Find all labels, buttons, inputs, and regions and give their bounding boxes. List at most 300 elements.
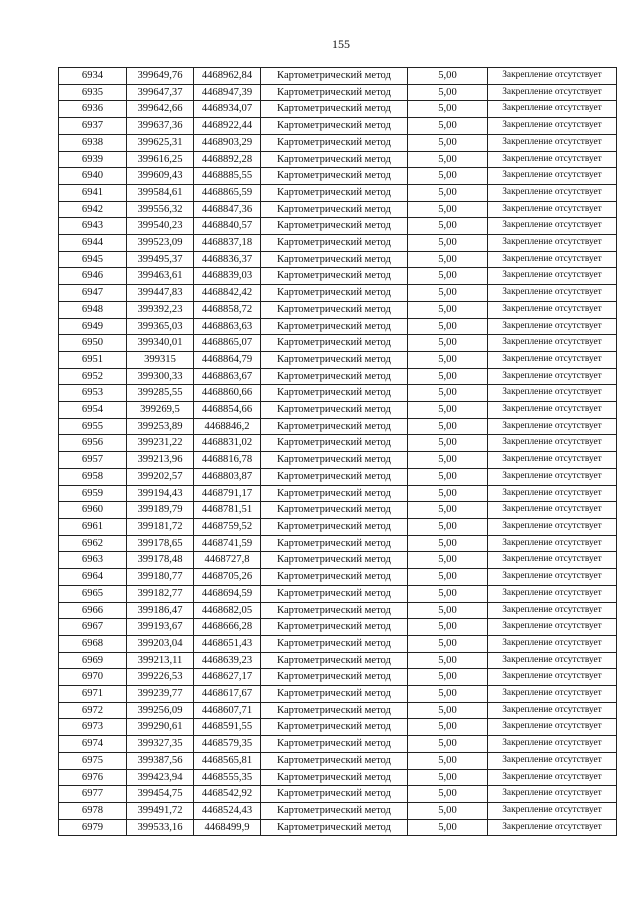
table-row	[59, 201, 617, 218]
x-coordinate-cell: 399447,83	[127, 285, 194, 302]
table-row	[59, 268, 617, 285]
y-coordinate-cell: 4468524,43	[194, 802, 261, 819]
accuracy-cell: 5,00	[408, 201, 488, 218]
x-coordinate-cell: 399423,94	[127, 769, 194, 786]
method-cell: Картометрический метод	[261, 101, 408, 118]
method-cell: Картометрический метод	[261, 251, 408, 268]
x-coordinate-cell: 399491,72	[127, 802, 194, 819]
accuracy-cell: 5,00	[408, 68, 488, 85]
method-cell: Картометрический метод	[261, 335, 408, 352]
method-cell: Картометрический метод	[261, 385, 408, 402]
table-row	[59, 84, 617, 101]
method-cell: Картометрический метод	[261, 669, 408, 686]
y-coordinate-cell: 4468694,59	[194, 585, 261, 602]
method-cell: Картометрический метод	[261, 802, 408, 819]
table-row	[59, 101, 617, 118]
method-cell: Картометрический метод	[261, 552, 408, 569]
point-number-cell: 6947	[59, 285, 127, 302]
accuracy-cell: 5,00	[408, 84, 488, 101]
fixing-note-cell: Закрепление отсутствует	[488, 201, 617, 218]
table-row	[59, 385, 617, 402]
x-coordinate-cell: 399203,04	[127, 635, 194, 652]
point-number-cell: 6971	[59, 686, 127, 703]
y-coordinate-cell: 4468837,18	[194, 235, 261, 252]
accuracy-cell: 5,00	[408, 702, 488, 719]
x-coordinate-cell: 399181,72	[127, 518, 194, 535]
method-cell: Картометрический метод	[261, 134, 408, 151]
fixing-note-cell: Закрепление отсутствует	[488, 285, 617, 302]
fixing-note-cell: Закрепление отсутствует	[488, 602, 617, 619]
table-row	[59, 251, 617, 268]
table-row	[59, 134, 617, 151]
y-coordinate-cell: 4468831,02	[194, 435, 261, 452]
y-coordinate-cell: 4468651,43	[194, 635, 261, 652]
method-cell: Картометрический метод	[261, 285, 408, 302]
table-row	[59, 485, 617, 502]
fixing-note-cell: Закрепление отсутствует	[488, 485, 617, 502]
accuracy-cell: 5,00	[408, 635, 488, 652]
y-coordinate-cell: 4468860,66	[194, 385, 261, 402]
table-row	[59, 702, 617, 719]
accuracy-cell: 5,00	[408, 485, 488, 502]
method-cell: Картометрический метод	[261, 368, 408, 385]
point-number-cell: 6976	[59, 769, 127, 786]
method-cell: Картометрический метод	[261, 518, 408, 535]
table-row	[59, 619, 617, 636]
x-coordinate-cell: 399365,03	[127, 318, 194, 335]
x-coordinate-cell: 399616,25	[127, 151, 194, 168]
accuracy-cell: 5,00	[408, 769, 488, 786]
fixing-note-cell: Закрепление отсутствует	[488, 719, 617, 736]
method-cell: Картометрический метод	[261, 569, 408, 586]
fixing-note-cell: Закрепление отсутствует	[488, 786, 617, 803]
y-coordinate-cell: 4468892,28	[194, 151, 261, 168]
point-number-cell: 6942	[59, 201, 127, 218]
fixing-note-cell: Закрепление отсутствует	[488, 335, 617, 352]
fixing-note-cell: Закрепление отсутствует	[488, 235, 617, 252]
x-coordinate-cell: 399226,53	[127, 669, 194, 686]
accuracy-cell: 5,00	[408, 134, 488, 151]
fixing-note-cell: Закрепление отсутствует	[488, 552, 617, 569]
x-coordinate-cell: 399180,77	[127, 569, 194, 586]
method-cell: Картометрический метод	[261, 168, 408, 185]
table-row	[59, 118, 617, 135]
point-number-cell: 6953	[59, 385, 127, 402]
table-row	[59, 736, 617, 753]
accuracy-cell: 5,00	[408, 786, 488, 803]
accuracy-cell: 5,00	[408, 318, 488, 335]
point-number-cell: 6966	[59, 602, 127, 619]
x-coordinate-cell: 399609,43	[127, 168, 194, 185]
table-row	[59, 819, 617, 836]
table-row	[59, 719, 617, 736]
point-number-cell: 6954	[59, 402, 127, 419]
accuracy-cell: 5,00	[408, 602, 488, 619]
x-coordinate-cell: 399194,43	[127, 485, 194, 502]
point-number-cell: 6955	[59, 418, 127, 435]
point-number-cell: 6935	[59, 84, 127, 101]
point-number-cell: 6979	[59, 819, 127, 836]
y-coordinate-cell: 4468666,28	[194, 619, 261, 636]
method-cell: Картометрический метод	[261, 786, 408, 803]
accuracy-cell: 5,00	[408, 736, 488, 753]
table-row	[59, 552, 617, 569]
fixing-note-cell: Закрепление отсутствует	[488, 619, 617, 636]
y-coordinate-cell: 4468947,39	[194, 84, 261, 101]
accuracy-cell: 5,00	[408, 552, 488, 569]
table-row	[59, 602, 617, 619]
fixing-note-cell: Закрепление отсутствует	[488, 736, 617, 753]
accuracy-cell: 5,00	[408, 752, 488, 769]
y-coordinate-cell: 4468858,72	[194, 301, 261, 318]
table-row	[59, 318, 617, 335]
accuracy-cell: 5,00	[408, 502, 488, 519]
table-row	[59, 802, 617, 819]
accuracy-cell: 5,00	[408, 518, 488, 535]
x-coordinate-cell: 399637,36	[127, 118, 194, 135]
y-coordinate-cell: 4468759,52	[194, 518, 261, 535]
x-coordinate-cell: 399189,79	[127, 502, 194, 519]
x-coordinate-cell: 399178,48	[127, 552, 194, 569]
y-coordinate-cell: 4468791,17	[194, 485, 261, 502]
accuracy-cell: 5,00	[408, 686, 488, 703]
x-coordinate-cell: 399327,35	[127, 736, 194, 753]
x-coordinate-cell: 399186,47	[127, 602, 194, 619]
method-cell: Картометрический метод	[261, 118, 408, 135]
point-number-cell: 6959	[59, 485, 127, 502]
fixing-note-cell: Закрепление отсутствует	[488, 819, 617, 836]
fixing-note-cell: Закрепление отсутствует	[488, 502, 617, 519]
y-coordinate-cell: 4468846,2	[194, 418, 261, 435]
accuracy-cell: 5,00	[408, 168, 488, 185]
method-cell: Картометрический метод	[261, 535, 408, 552]
fixing-note-cell: Закрепление отсутствует	[488, 268, 617, 285]
point-number-cell: 6964	[59, 569, 127, 586]
fixing-note-cell: Закрепление отсутствует	[488, 635, 617, 652]
point-number-cell: 6972	[59, 702, 127, 719]
method-cell: Картометрический метод	[261, 736, 408, 753]
accuracy-cell: 5,00	[408, 118, 488, 135]
table-row	[59, 769, 617, 786]
y-coordinate-cell: 4468727,8	[194, 552, 261, 569]
fixing-note-cell: Закрепление отсутствует	[488, 418, 617, 435]
method-cell: Картометрический метод	[261, 435, 408, 452]
method-cell: Картометрический метод	[261, 402, 408, 419]
y-coordinate-cell: 4468863,67	[194, 368, 261, 385]
x-coordinate-cell: 399285,55	[127, 385, 194, 402]
table-row	[59, 435, 617, 452]
y-coordinate-cell: 4468842,42	[194, 285, 261, 302]
accuracy-cell: 5,00	[408, 619, 488, 636]
fixing-note-cell: Закрепление отсутствует	[488, 251, 617, 268]
x-coordinate-cell: 399625,31	[127, 134, 194, 151]
accuracy-cell: 5,00	[408, 402, 488, 419]
method-cell: Картометрический метод	[261, 351, 408, 368]
point-number-cell: 6965	[59, 585, 127, 602]
fixing-note-cell: Закрепление отсутствует	[488, 468, 617, 485]
point-number-cell: 6934	[59, 68, 127, 85]
fixing-note-cell: Закрепление отсутствует	[488, 184, 617, 201]
accuracy-cell: 5,00	[408, 351, 488, 368]
y-coordinate-cell: 4468579,35	[194, 736, 261, 753]
method-cell: Картометрический метод	[261, 235, 408, 252]
table-row	[59, 68, 617, 85]
method-cell: Картометрический метод	[261, 468, 408, 485]
method-cell: Картометрический метод	[261, 452, 408, 469]
fixing-note-cell: Закрепление отсутствует	[488, 585, 617, 602]
accuracy-cell: 5,00	[408, 101, 488, 118]
fixing-note-cell: Закрепление отсутствует	[488, 385, 617, 402]
fixing-note-cell: Закрепление отсутствует	[488, 535, 617, 552]
x-coordinate-cell: 399213,11	[127, 652, 194, 669]
accuracy-cell: 5,00	[408, 251, 488, 268]
table-row	[59, 518, 617, 535]
fixing-note-cell: Закрепление отсутствует	[488, 452, 617, 469]
point-number-cell: 6940	[59, 168, 127, 185]
x-coordinate-cell: 399463,61	[127, 268, 194, 285]
fixing-note-cell: Закрепление отсутствует	[488, 435, 617, 452]
accuracy-cell: 5,00	[408, 268, 488, 285]
point-number-cell: 6967	[59, 619, 127, 636]
accuracy-cell: 5,00	[408, 418, 488, 435]
x-coordinate-cell: 399647,37	[127, 84, 194, 101]
y-coordinate-cell: 4468803,87	[194, 468, 261, 485]
accuracy-cell: 5,00	[408, 535, 488, 552]
accuracy-cell: 5,00	[408, 452, 488, 469]
x-coordinate-cell: 399315	[127, 351, 194, 368]
y-coordinate-cell: 4468607,71	[194, 702, 261, 719]
accuracy-cell: 5,00	[408, 669, 488, 686]
method-cell: Картометрический метод	[261, 686, 408, 703]
table-row	[59, 468, 617, 485]
accuracy-cell: 5,00	[408, 652, 488, 669]
method-cell: Картометрический метод	[261, 652, 408, 669]
x-coordinate-cell: 399523,09	[127, 235, 194, 252]
point-number-cell: 6939	[59, 151, 127, 168]
point-number-cell: 6973	[59, 719, 127, 736]
method-cell: Картометрический метод	[261, 184, 408, 201]
accuracy-cell: 5,00	[408, 368, 488, 385]
fixing-note-cell: Закрепление отсутствует	[488, 134, 617, 151]
y-coordinate-cell: 4468617,67	[194, 686, 261, 703]
y-coordinate-cell: 4468741,59	[194, 535, 261, 552]
point-number-cell: 6961	[59, 518, 127, 535]
y-coordinate-cell: 4468627,17	[194, 669, 261, 686]
point-number-cell: 6970	[59, 669, 127, 686]
point-number-cell: 6943	[59, 218, 127, 235]
point-number-cell: 6937	[59, 118, 127, 135]
point-number-cell: 6946	[59, 268, 127, 285]
table-row	[59, 218, 617, 235]
x-coordinate-cell: 399231,22	[127, 435, 194, 452]
x-coordinate-cell: 399213,96	[127, 452, 194, 469]
method-cell: Картометрический метод	[261, 68, 408, 85]
fixing-note-cell: Закрепление отсутствует	[488, 769, 617, 786]
method-cell: Картометрический метод	[261, 268, 408, 285]
accuracy-cell: 5,00	[408, 285, 488, 302]
method-cell: Картометрический метод	[261, 635, 408, 652]
x-coordinate-cell: 399256,09	[127, 702, 194, 719]
x-coordinate-cell: 399392,23	[127, 301, 194, 318]
y-coordinate-cell: 4468839,03	[194, 268, 261, 285]
x-coordinate-cell: 399300,33	[127, 368, 194, 385]
coordinates-table	[58, 67, 617, 836]
method-cell: Картометрический метод	[261, 719, 408, 736]
fixing-note-cell: Закрепление отсутствует	[488, 702, 617, 719]
table-row	[59, 301, 617, 318]
x-coordinate-cell: 399290,61	[127, 719, 194, 736]
accuracy-cell: 5,00	[408, 301, 488, 318]
fixing-note-cell: Закрепление отсутствует	[488, 518, 617, 535]
method-cell: Картометрический метод	[261, 84, 408, 101]
method-cell: Картометрический метод	[261, 769, 408, 786]
table-row	[59, 585, 617, 602]
y-coordinate-cell: 4468840,57	[194, 218, 261, 235]
point-number-cell: 6941	[59, 184, 127, 201]
x-coordinate-cell: 399193,67	[127, 619, 194, 636]
y-coordinate-cell: 4468565,81	[194, 752, 261, 769]
y-coordinate-cell: 4468865,59	[194, 184, 261, 201]
y-coordinate-cell: 4468903,29	[194, 134, 261, 151]
fixing-note-cell: Закрепление отсутствует	[488, 118, 617, 135]
accuracy-cell: 5,00	[408, 569, 488, 586]
table-row	[59, 402, 617, 419]
accuracy-cell: 5,00	[408, 184, 488, 201]
table-row	[59, 351, 617, 368]
method-cell: Картометрический метод	[261, 502, 408, 519]
accuracy-cell: 5,00	[408, 585, 488, 602]
table-row	[59, 669, 617, 686]
method-cell: Картометрический метод	[261, 602, 408, 619]
point-number-cell: 6956	[59, 435, 127, 452]
point-number-cell: 6948	[59, 301, 127, 318]
y-coordinate-cell: 4468705,26	[194, 569, 261, 586]
y-coordinate-cell: 4468934,07	[194, 101, 261, 118]
fixing-note-cell: Закрепление отсутствует	[488, 101, 617, 118]
x-coordinate-cell: 399387,56	[127, 752, 194, 769]
table-row	[59, 335, 617, 352]
point-number-cell: 6938	[59, 134, 127, 151]
x-coordinate-cell: 399253,89	[127, 418, 194, 435]
accuracy-cell: 5,00	[408, 218, 488, 235]
point-number-cell: 6969	[59, 652, 127, 669]
x-coordinate-cell: 399178,65	[127, 535, 194, 552]
x-coordinate-cell: 399533,16	[127, 819, 194, 836]
fixing-note-cell: Закрепление отсутствует	[488, 351, 617, 368]
point-number-cell: 6978	[59, 802, 127, 819]
fixing-note-cell: Закрепление отсутствует	[488, 652, 617, 669]
table-row	[59, 368, 617, 385]
point-number-cell: 6950	[59, 335, 127, 352]
point-number-cell: 6952	[59, 368, 127, 385]
point-number-cell: 6974	[59, 736, 127, 753]
y-coordinate-cell: 4468499,9	[194, 819, 261, 836]
method-cell: Картометрический метод	[261, 702, 408, 719]
table-row	[59, 502, 617, 519]
table-row	[59, 285, 617, 302]
table-row	[59, 652, 617, 669]
fixing-note-cell: Закрепление отсутствует	[488, 168, 617, 185]
page-number: 155	[332, 37, 350, 51]
fixing-note-cell: Закрепление отсутствует	[488, 752, 617, 769]
accuracy-cell: 5,00	[408, 235, 488, 252]
fixing-note-cell: Закрепление отсутствует	[488, 686, 617, 703]
x-coordinate-cell: 399454,75	[127, 786, 194, 803]
y-coordinate-cell: 4468555,35	[194, 769, 261, 786]
method-cell: Картометрический метод	[261, 218, 408, 235]
y-coordinate-cell: 4468639,23	[194, 652, 261, 669]
accuracy-cell: 5,00	[408, 802, 488, 819]
y-coordinate-cell: 4468591,55	[194, 719, 261, 736]
fixing-note-cell: Закрепление отсутствует	[488, 218, 617, 235]
point-number-cell: 6951	[59, 351, 127, 368]
accuracy-cell: 5,00	[408, 468, 488, 485]
point-number-cell: 6977	[59, 786, 127, 803]
method-cell: Картометрический метод	[261, 619, 408, 636]
method-cell: Картометрический метод	[261, 301, 408, 318]
y-coordinate-cell: 4468962,84	[194, 68, 261, 85]
table-row	[59, 235, 617, 252]
y-coordinate-cell: 4468863,63	[194, 318, 261, 335]
method-cell: Картометрический метод	[261, 585, 408, 602]
y-coordinate-cell: 4468781,51	[194, 502, 261, 519]
y-coordinate-cell: 4468816,78	[194, 452, 261, 469]
fixing-note-cell: Закрепление отсутствует	[488, 301, 617, 318]
accuracy-cell: 5,00	[408, 151, 488, 168]
fixing-note-cell: Закрепление отсутствует	[488, 368, 617, 385]
method-cell: Картометрический метод	[261, 485, 408, 502]
fixing-note-cell: Закрепление отсутствует	[488, 151, 617, 168]
table-body	[59, 68, 617, 836]
table-row	[59, 418, 617, 435]
point-number-cell: 6936	[59, 101, 127, 118]
point-number-cell: 6963	[59, 552, 127, 569]
y-coordinate-cell: 4468922,44	[194, 118, 261, 135]
x-coordinate-cell: 399269,5	[127, 402, 194, 419]
point-number-cell: 6945	[59, 251, 127, 268]
accuracy-cell: 5,00	[408, 719, 488, 736]
fixing-note-cell: Закрепление отсутствует	[488, 318, 617, 335]
point-number-cell: 6962	[59, 535, 127, 552]
method-cell: Картометрический метод	[261, 151, 408, 168]
x-coordinate-cell: 399182,77	[127, 585, 194, 602]
x-coordinate-cell: 399239,77	[127, 686, 194, 703]
x-coordinate-cell: 399340,01	[127, 335, 194, 352]
table-row	[59, 686, 617, 703]
point-number-cell: 6957	[59, 452, 127, 469]
y-coordinate-cell: 4468542,92	[194, 786, 261, 803]
fixing-note-cell: Закрепление отсутствует	[488, 68, 617, 85]
point-number-cell: 6958	[59, 468, 127, 485]
method-cell: Картометрический метод	[261, 201, 408, 218]
y-coordinate-cell: 4468864,79	[194, 351, 261, 368]
method-cell: Картометрический метод	[261, 819, 408, 836]
table-row	[59, 752, 617, 769]
point-number-cell: 6975	[59, 752, 127, 769]
accuracy-cell: 5,00	[408, 335, 488, 352]
table-row	[59, 786, 617, 803]
fixing-note-cell: Закрепление отсутствует	[488, 669, 617, 686]
x-coordinate-cell: 399642,66	[127, 101, 194, 118]
x-coordinate-cell: 399202,57	[127, 468, 194, 485]
method-cell: Картометрический метод	[261, 752, 408, 769]
fixing-note-cell: Закрепление отсутствует	[488, 569, 617, 586]
table-row	[59, 184, 617, 201]
y-coordinate-cell: 4468682,05	[194, 602, 261, 619]
x-coordinate-cell: 399649,76	[127, 68, 194, 85]
table-row	[59, 535, 617, 552]
x-coordinate-cell: 399540,23	[127, 218, 194, 235]
